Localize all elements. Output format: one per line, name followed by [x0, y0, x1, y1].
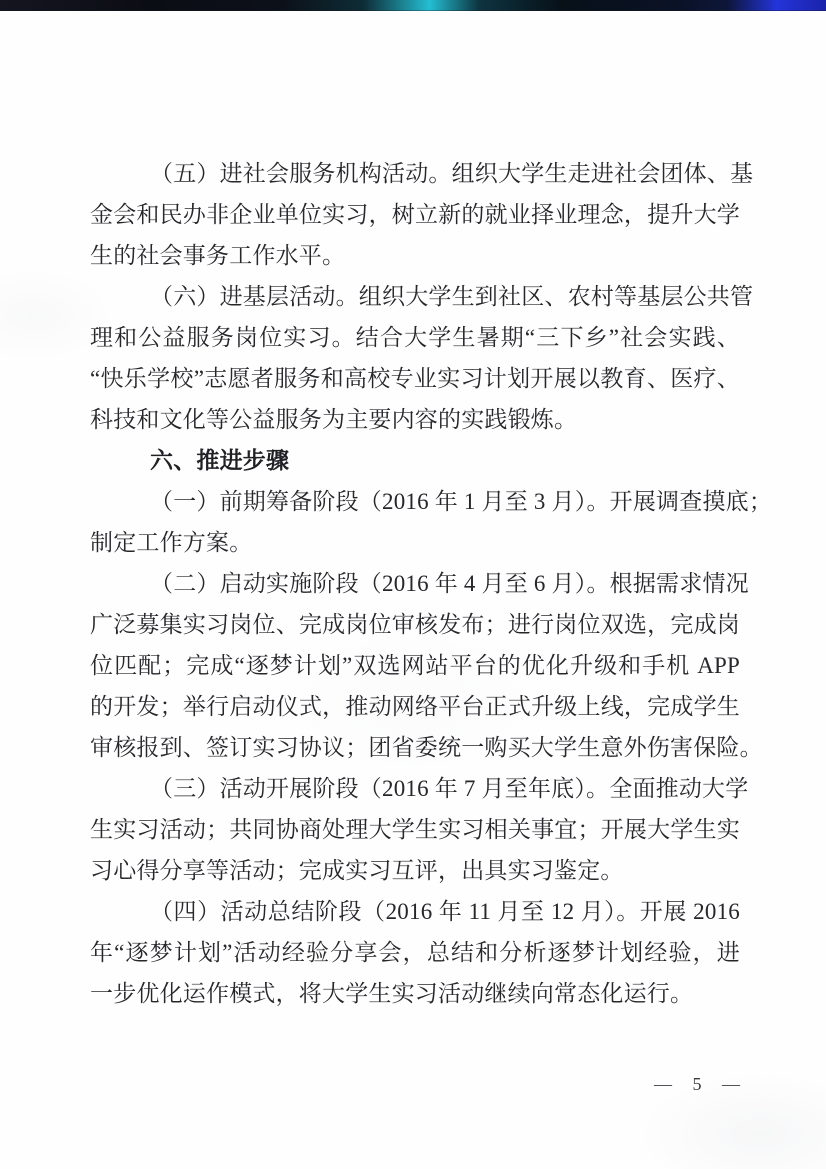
document-body: [90, 153, 773, 1014]
paragraph-line: 理和公益服务岗位实习。结合大学生暑期“三下乡”社会实践、: [90, 325, 740, 350]
paragraph-line: 生实习活动；共同协商处理大学生实习相关事宜；开展大学生实: [90, 817, 740, 842]
paragraph-line: （六）进基层活动。组织大学生到社区、农村等基层公共管: [150, 284, 754, 309]
paragraph-line: 广泛募集实习岗位、完成岗位审核发布；进行岗位双选，完成岗: [90, 612, 740, 637]
paragraph-line: 生的社会事务工作水平。: [90, 243, 346, 268]
paragraph-line: 审核报到、签订实习协议；团省委统一购买大学生意外伤害保险。: [90, 735, 763, 760]
paragraph-line: （二）启动实施阶段（2016 年 4 月至 6 月）。根据需求情况: [150, 571, 749, 596]
paragraph-line: 一步优化运作模式，将大学生实习活动继续向常态化运行。: [90, 981, 694, 1006]
scan-edge-band: [0, 0, 826, 11]
paragraph-line: 制定工作方案。: [90, 530, 253, 555]
paragraph-line: （五）进社会服务机构活动。组织大学生走进社会团体、基: [150, 161, 754, 186]
paragraph-line: （三）活动开展阶段（2016 年 7 月至年底）。全面推动大学: [150, 776, 749, 801]
paragraph-line: 科技和文化等公益服务为主要内容的实践锻炼。: [90, 407, 578, 432]
paragraph-line: 的开发；举行启动仪式，推动网络平台正式升级上线，完成学生: [90, 694, 740, 719]
paragraph-line: “快乐学校”志愿者服务和高校专业实习计划开展以教育、医疗、: [90, 366, 740, 391]
paragraph-line: 位匹配；完成“逐梦计划”双选网站平台的优化升级和手机 APP: [90, 653, 740, 678]
paragraph-line: 年“逐梦计划”活动经验分享会，总结和分析逐梦计划经验，进: [90, 940, 740, 965]
section-heading: 六、推进步骤: [150, 447, 290, 473]
paragraph-line: 习心得分享等活动；完成实习互评，出具实习鉴定。: [90, 858, 624, 883]
paragraph-line: 金会和民办非企业单位实习，树立新的就业择业理念，提升大学: [90, 202, 740, 227]
paragraph-line: （四）活动总结阶段（2016 年 11 月至 12 月）。开展 2016: [150, 899, 740, 924]
paragraph-line: （一）前期筹备阶段（2016 年 1 月至 3 月）。开展调查摸底；: [150, 489, 773, 514]
page-number: — 5 —: [654, 1074, 742, 1094]
